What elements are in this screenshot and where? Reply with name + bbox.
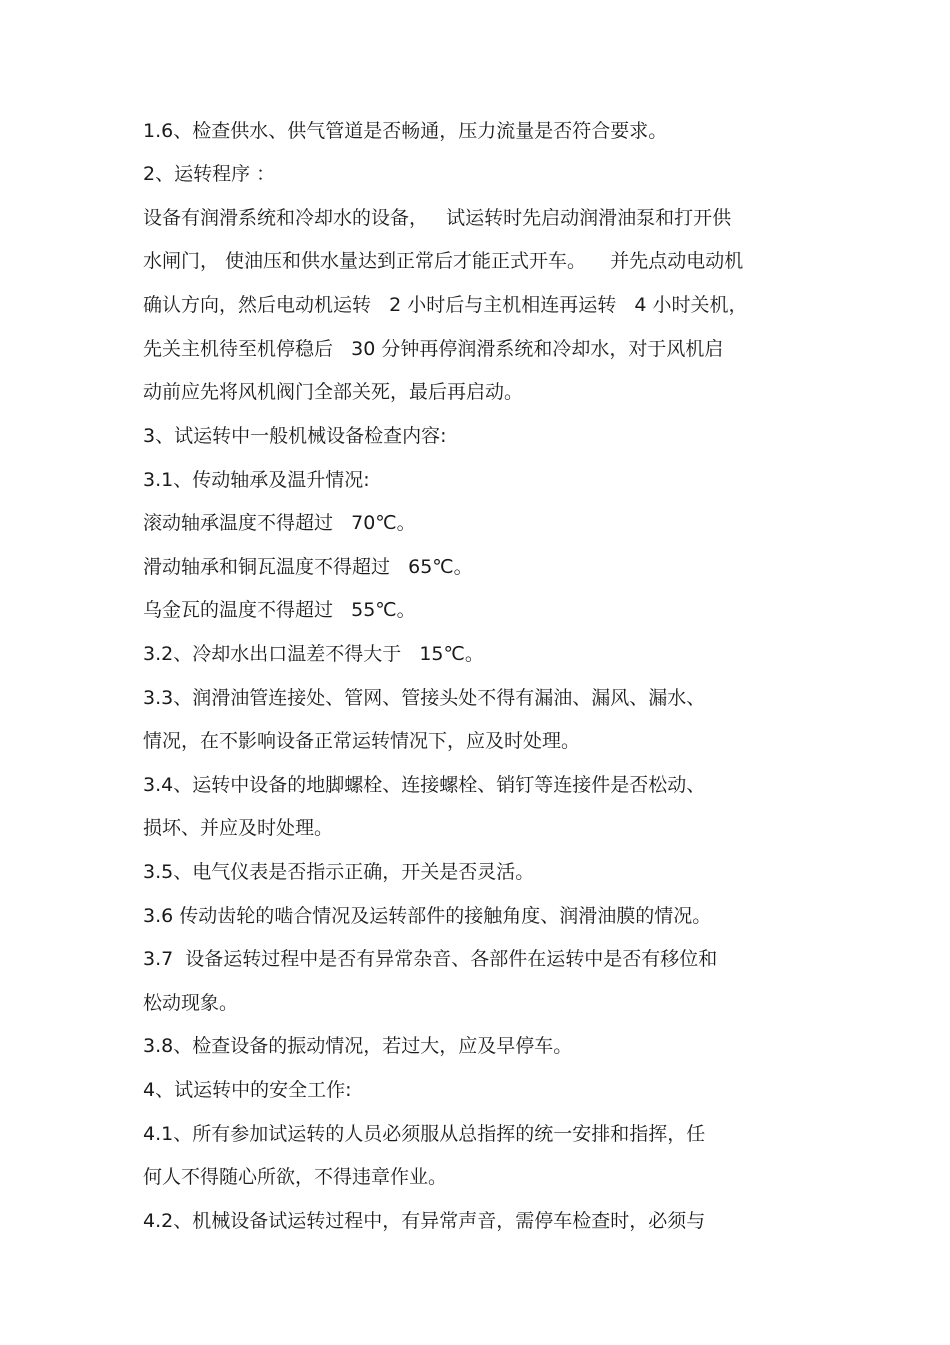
text-line: 确认方向，然后电动机运转 2 小时后与主机相连再运转 4 小时关机， <box>143 294 748 316</box>
text-line: 3、试运转中一般机械设备检查内容: <box>143 425 447 447</box>
text-line: 情况，在不影响设备正常运转情况下，应及时处理。 <box>143 730 581 752</box>
text-line: 4、试运转中的安全工作: <box>143 1079 352 1101</box>
text-line: 2、运转程序 ： <box>143 163 276 185</box>
text-line: 3.7 设备运转过程中是否有异常杂音、各部件在运转中是否有移位和 <box>143 948 718 970</box>
text-line: 3.2、冷却水出口温差不得大于 15℃。 <box>143 643 484 665</box>
text-line: 3.6 传动齿轮的啮合情况及运转部件的接触角度、润滑油膜的情况。 <box>143 905 712 927</box>
text-line: 损坏、并应及时处理。 <box>143 817 334 839</box>
text-line: 水闸门， 使油压和供水量达到正常后才能正式开车。 并先点动电动机 <box>143 250 744 272</box>
text-line: 设备有润滑系统和冷却水的设备， 试运转时先启动润滑油泵和打开供 <box>143 207 732 229</box>
text-line: 滑动轴承和铜瓦温度不得超过 65℃。 <box>143 556 473 578</box>
text-line: 乌金瓦的温度不得超过 55℃。 <box>143 599 416 621</box>
text-line: 4.2、机械设备试运转过程中，有异常声音，需停车检查时，必须与 <box>143 1210 706 1232</box>
text-line: 3.1、传动轴承及温升情况: <box>143 469 370 491</box>
text-line: 先关主机待至机停稳后 30 分钟再停润滑系统和冷却水，对于风机启 <box>143 338 724 360</box>
text-line: 3.8、检查设备的振动情况，若过大，应及早停车。 <box>143 1035 573 1057</box>
text-line: 4.1、所有参加试运转的人员必须服从总指挥的统一安排和指挥，任 <box>143 1123 706 1145</box>
text-line: 滚动轴承温度不得超过 70℃。 <box>143 512 416 534</box>
text-line: 松动现象。 <box>143 992 239 1014</box>
text-line: 3.4、运转中设备的地脚螺栓、连接螺栓、销钉等连接件是否松动、 <box>143 774 706 796</box>
text-line: 3.3、润滑油管连接处、管网、管接头处不得有漏油、漏风、漏水、 <box>143 687 706 709</box>
text-line: 何人不得随心所欲，不得违章作业。 <box>143 1166 448 1188</box>
text-line: 3.5、电气仪表是否指示正确，开关是否灵活。 <box>143 861 535 883</box>
text-line: 1.6、检查供水、供气管道是否畅通，压力流量是否符合要求。 <box>143 120 668 142</box>
text-line: 动前应先将风机阀门全部关死，最后再启动。 <box>143 381 524 403</box>
